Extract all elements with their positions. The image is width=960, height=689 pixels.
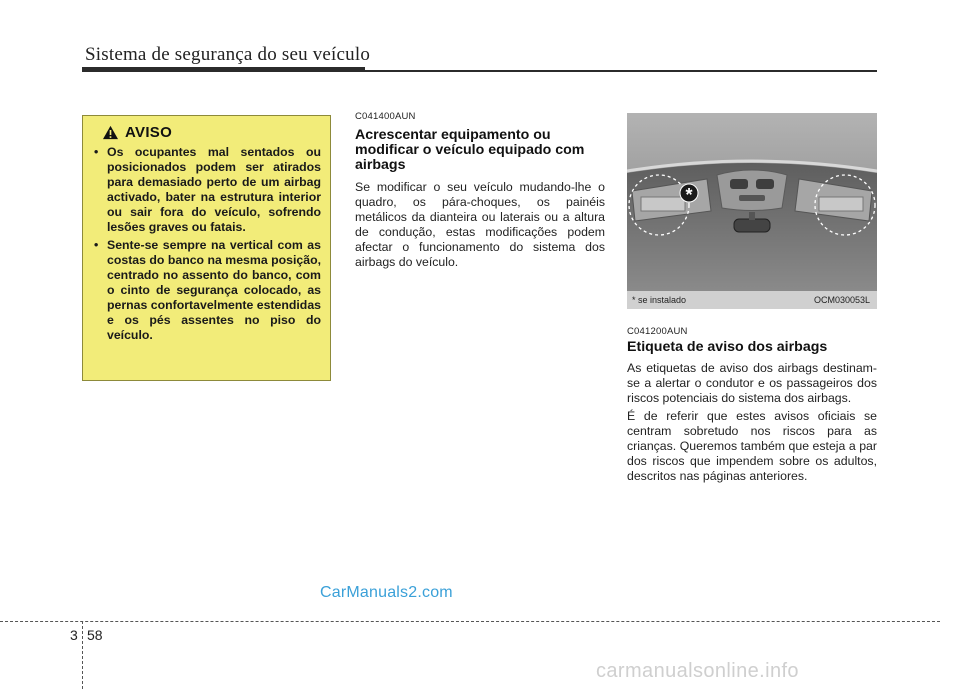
bullet-mark: • [94,238,99,252]
warning-item-text: Sente-se sempre na vertical com as costas do banco na mesma posição, centrado no assento do banco, com o cinto de segurança colocado, as pernas confortavelmente estendidas e os pés assentes no piso do veículo. [107,238,321,342]
warning-triangle-icon [102,125,119,140]
warning-header [102,124,321,141]
figure-code: OCM030053L [813,295,870,305]
bottom-watermark: carmanualsonline.info [596,660,799,682]
header-rule-thin [365,70,877,72]
sun-visor-figure [627,113,877,291]
page-number: 58 [87,627,103,643]
site-watermark-link[interactable]: CarManuals2.com [320,584,453,601]
footer-vertical-rule [82,621,83,689]
section-modify-vehicle [355,111,605,273]
optional-star-marker: * [685,185,693,205]
warning-box [82,115,331,381]
car-interior-illustration [627,113,877,291]
header-rule-thick [82,67,365,72]
section-airbag-labels [627,113,877,487]
chapter-number: 3 [70,627,78,643]
footer-dashed-rule [0,621,940,622]
section-title: Acrescentar equipamento ou modificar o veículo equipado com airbags [355,127,585,173]
section-code: C041200AUN [627,326,688,337]
section-title: Etiqueta de aviso dos airbags [627,339,828,355]
warning-list [94,145,321,343]
section-body: Se modificar o seu veículo mudando-lhe o quadro, os pára-choques, os painéis metálicos da dianteira ou laterais ou a altura de condução, estas modificações podem afectar o funcionamento do sistema dos airbags do veículo. [355,180,605,269]
warning-item [94,145,321,235]
warning-item-text: Os ocupantes mal sentados ou posicionados podem ser atirados para demasiado perto de um airbag activado, bater na estrutura interior ou sair fora do veículo, sofrendo lesões graves ou fatais. [107,145,321,234]
warning-item [94,238,321,343]
section-paragraph: As etiquetas de aviso dos airbags destinam-se a alertar o condutor e os passageiros dos riscos potenciais do sistema dos airbags. [627,361,877,405]
page-header-title: Sistema de segurança do seu veículo [85,44,371,65]
warning-title: AVISO [125,124,173,141]
figure-caption-note: * se instalado [632,295,687,305]
section-code: C041400AUN [355,111,416,122]
section-paragraph: É de referir que estes avisos oficiais se centram sobretudo nos riscos para as crianças. Queremos também que esteja a par dos riscos que impendem sobre os adultos, descritos nas páginas anteriores. [627,409,877,483]
figure-caption-bar [627,291,877,309]
bullet-mark: • [94,145,99,159]
